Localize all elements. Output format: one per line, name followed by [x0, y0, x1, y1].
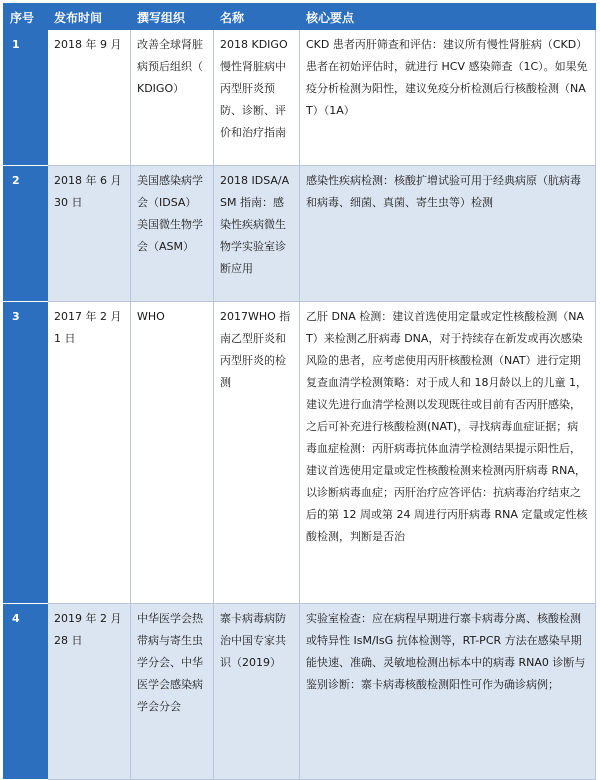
- header-name: 名称: [214, 4, 300, 30]
- header-date: 发布时间: [48, 4, 131, 30]
- key-points: 乙肝 DNA 检测：建议首选使用定量或定性核酸检测（NAT）来检测乙肝病毒 DNA，对于持续存在新发或再次感染风险的患者，应考虑使用丙肝核酸检测（NAT）进行定期复查血清学检测策略：对于成人和 18月龄以上的儿童 1，建议先进行血清学检测以发现既往或目前有否丙肝感染，之后可补充进行核酸检测(NAT)，寻找病毒血症证据；病毒血症检测：丙肝病毒抗体血清学检测结果提示阳性后，建议首选使用定量或定性核酸检测来检测丙肝病毒 RNA，以诊断病毒血症；丙肝治疗应答评估：抗病毒治疗结束之后的第 12 周或第 24 周进行丙肝病毒 RNA 定量或定性核酸检测，判断是否治: [300, 302, 596, 604]
- author-org: WHO: [131, 302, 214, 604]
- table-header-row: [4, 4, 596, 30]
- key-points: 感染性疾病检测：核酸扩增试验可用于经典病原（肮病毒和病毒、细菌、真菌、寄生虫等）检测: [300, 166, 596, 302]
- release-date: 2017 年 2 月 1 日: [48, 302, 131, 604]
- table-row: [4, 166, 596, 302]
- table-row: [4, 302, 596, 604]
- table-row: [4, 30, 596, 166]
- key-points: 实验室检查：应在病程早期进行寨卡病毒分离、核酸检测或特异性 IsM/IsG 抗体检测等，RT-PCR 方法在感染早期能快速、准确、灵敏地检测出标本中的病毒 RNA0 诊断与鉴别诊断：寨卡病毒核酸检测阳性可作为确诊病例；: [300, 604, 596, 780]
- header-points: 核心要点: [300, 4, 596, 30]
- guidelines-table: [3, 3, 596, 780]
- release-date: 2018 年 9 月: [48, 30, 131, 166]
- author-org: 改善全球肾脏病预后组织（ KDIGO）: [131, 30, 214, 166]
- author-org: 中华医学会热带病与寄生虫学分会、中华医学会感染病学会分会: [131, 604, 214, 780]
- row-number: 3: [4, 302, 48, 604]
- release-date: 2018 年 6 月 30 日: [48, 166, 131, 302]
- key-points: CKD 患者丙肝筛查和评估：建议所有慢性肾脏病（CKD）患者在初始评估时，就进行 HCV 感染筛查（1C）。如果免疫分析检测为阳性，建议免疫分析检测后行核酸检测（NAT）（1A）: [300, 30, 596, 166]
- header-org: 撰写组织: [131, 4, 214, 30]
- row-number: 2: [4, 166, 48, 302]
- release-date: 2019 年 2 月 28 日: [48, 604, 131, 780]
- row-number: 4: [4, 604, 48, 780]
- row-number: 1: [4, 30, 48, 166]
- guideline-name: 2018 IDSA/ASM 指南：感染性疾病微生物学实验室诊断应用: [214, 166, 300, 302]
- guideline-name: 2018 KDIGO 慢性肾脏病中丙型肝炎预防、诊断、评价和治疗指南: [214, 30, 300, 166]
- guideline-name: 2017WHO 指南乙型肝炎和丙型肝炎的检测: [214, 302, 300, 604]
- table-row: [4, 604, 596, 780]
- guideline-name: 寨卡病毒病防治中国专家共识（2019）: [214, 604, 300, 780]
- header-no: 序号: [4, 4, 48, 30]
- author-org: 美国感染病学会（IDSA）美国微生物学会（ASM）: [131, 166, 214, 302]
